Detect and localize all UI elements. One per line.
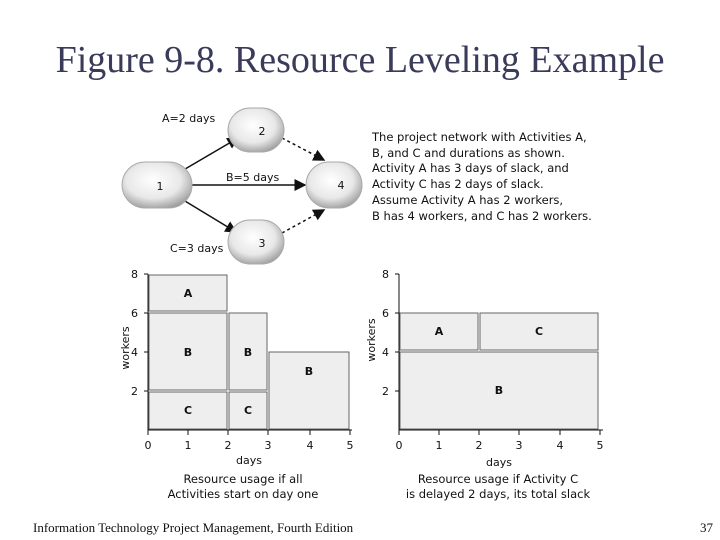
right-x-tick-0: 0 [395, 439, 403, 452]
left-x-tick-2: 2 [224, 439, 232, 452]
right-x-tick-5: 5 [596, 439, 604, 452]
right-block-a-label: A [434, 325, 444, 338]
left-caption-line-1: Resource usage if all [183, 472, 303, 486]
left-caption-line-2: Activities start on day one [167, 487, 319, 501]
left-block-c1-label: C [183, 404, 193, 417]
left-x-axis-label: days [236, 454, 262, 467]
left-y-tick-2: 2 [131, 385, 138, 398]
left-block-b2-label: B [243, 346, 253, 359]
left-x-tick-1: 1 [184, 439, 192, 452]
description-line-5: Assume Activity A has 2 workers, [372, 192, 564, 207]
edge-3-4-dummy [282, 210, 324, 233]
description-line-2: B, and C and durations as shown. [372, 145, 565, 160]
description-line-1: The project network with Activities A, [372, 130, 587, 144]
right-block-c-label: C [534, 325, 544, 338]
node-1-label: 1 [156, 180, 164, 193]
left-y-tick-8: 8 [131, 268, 138, 281]
right-y-tick-4: 4 [382, 346, 389, 359]
node-4-label: 4 [337, 179, 345, 192]
left-x-tick-4: 4 [306, 439, 314, 452]
edge-2-4-dummy [282, 138, 324, 160]
description-line-4: Activity C has 2 days of slack. [372, 177, 544, 192]
left-block-b3 [269, 352, 349, 429]
label-activity-b: B=5 days [226, 171, 280, 184]
edge-1-3 [180, 198, 236, 232]
left-y-tick-6: 6 [131, 307, 138, 320]
right-x-tick-4: 4 [556, 439, 564, 452]
right-x-tick-3: 3 [515, 439, 523, 452]
node-1 [122, 162, 192, 208]
label-activity-c: C=3 days [170, 242, 224, 255]
right-y-tick-8: 8 [382, 268, 389, 281]
page-number: 37 [700, 520, 713, 535]
right-y-axis-label: workers [365, 318, 378, 362]
left-block-a-label: A [183, 287, 193, 300]
node-3-label: 3 [258, 237, 266, 250]
left-y-axis-label: workers [119, 326, 132, 370]
footer-source: Information Technology Project Management, Fourth Edition [33, 520, 354, 535]
right-caption-line-2: is delayed 2 days, its total slack [405, 487, 591, 501]
right-block-b-label: B [494, 384, 504, 397]
description-line-3: Activity A has 3 days of slack, and [372, 161, 569, 176]
chart-left [119, 268, 354, 501]
left-block-c2-label: C [243, 404, 253, 417]
node-2 [228, 108, 284, 152]
edge-1-2 [180, 138, 238, 172]
right-x-tick-1: 1 [435, 439, 443, 452]
right-y-tick-6: 6 [382, 307, 389, 320]
right-caption-line-1: Resource usage if Activity C [417, 472, 579, 486]
left-x-tick-5: 5 [346, 439, 354, 452]
label-activity-a: A=2 days [162, 112, 216, 125]
left-block-b1-label: B [183, 346, 193, 359]
description-line-6: B has 4 workers, and C has 2 workers. [372, 208, 592, 223]
node-2-label: 2 [258, 125, 266, 138]
right-y-tick-2: 2 [382, 385, 389, 398]
slide-title: Figure 9-8. Resource Leveling Example [55, 39, 665, 81]
network-diagram [122, 108, 362, 264]
right-x-axis-label: days [486, 456, 512, 469]
left-x-tick-0: 0 [144, 439, 152, 452]
node-3 [228, 220, 284, 264]
right-x-tick-2: 2 [475, 439, 483, 452]
left-y-tick-4: 4 [131, 346, 138, 359]
left-x-tick-3: 3 [264, 439, 272, 452]
node-4 [306, 162, 362, 208]
left-block-b3-label: B [304, 365, 314, 378]
network-description [372, 130, 622, 224]
chart-right [365, 268, 604, 501]
